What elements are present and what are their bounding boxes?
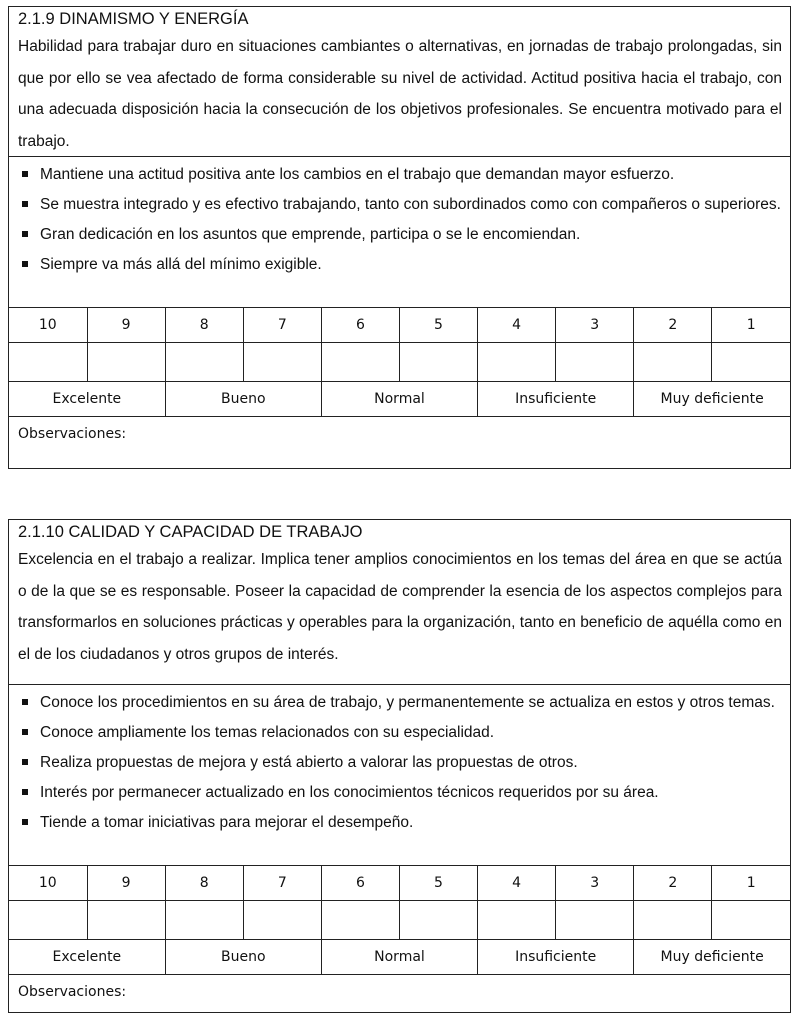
observations-field[interactable]: Observaciones: [18,984,127,1000]
bullet-square-icon [22,699,28,705]
section-title: 2.1.10 CALIDAD Y CAPACIDAD DE TRABAJO [18,523,363,541]
bullet-square-icon [22,759,28,765]
mark-box[interactable] [243,901,321,940]
score-cell: 10 [9,866,87,901]
competency-block-dinamismo [8,6,791,469]
mark-box[interactable] [478,343,556,382]
score-cell: 6 [321,866,399,901]
behavior-list [9,685,790,865]
score-cell: 4 [478,308,556,343]
mark-box[interactable] [243,343,321,382]
mark-box[interactable] [87,901,165,940]
score-cell: 1 [712,308,790,343]
section-description: Habilidad para trabajar duro en situaciones cambiantes o alternativas, en jornadas de trabajo prolongadas, sin que por ello se vea afectado de forma considerable su nivel de actividad. Actitud positiva hacia el trabajo, con una adecuada disposición hacia la consecución de los objetivos profesionales. Se encuentra motivado para el trabajo. [18,38,782,150]
section-title: 2.1.9 DINAMISMO Y ENERGÍA [18,10,249,28]
score-cell: 6 [321,308,399,343]
score-cell: 3 [556,866,634,901]
mark-box[interactable] [634,343,712,382]
mark-box[interactable] [165,343,243,382]
score-cell: 5 [399,308,477,343]
bullet-square-icon [22,819,28,825]
competency-block-calidad [8,519,791,1013]
mark-box[interactable] [556,343,634,382]
mark-box[interactable] [478,901,556,940]
rating-label: Muy deficiente [634,382,790,417]
rating-label: Normal [321,940,477,975]
rating-label: Muy deficiente [634,940,790,975]
mark-box[interactable] [399,901,477,940]
description-panel [9,7,790,157]
mark-box[interactable] [165,901,243,940]
list-item: Gran dedicación en los asuntos que emprende, participa o se le encomiendan. [18,225,782,244]
mark-box[interactable] [87,343,165,382]
bullet-square-icon [22,789,28,795]
behavior-list [9,157,790,307]
rating-label: Normal [321,382,477,417]
mark-box[interactable] [9,343,87,382]
score-cell: 5 [399,866,477,901]
mark-box[interactable] [556,901,634,940]
list-item: Se muestra integrado y es efectivo trabajando, tanto con subordinados como con compañeros o superiores. [18,195,782,214]
rating-label-row [9,382,790,417]
list-item: Interés por permanecer actualizado en los conocimientos técnicos requeridos por su área. [18,783,782,802]
score-cell: 10 [9,308,87,343]
score-header-row [9,308,790,343]
score-cell: 8 [165,866,243,901]
score-cell: 1 [712,866,790,901]
list-item: Realiza propuestas de mejora y está abierto a valorar las propuestas de otros. [18,753,782,772]
mark-box[interactable] [712,343,790,382]
rating-label: Excelente [9,382,165,417]
mark-box[interactable] [399,343,477,382]
list-item: Conoce ampliamente los temas relacionados con su especialidad. [18,723,782,742]
score-header-row [9,866,790,901]
bullet-square-icon [22,201,28,207]
rating-label: Bueno [165,382,321,417]
mark-box[interactable] [321,901,399,940]
bullet-square-icon [22,729,28,735]
mark-box[interactable] [634,901,712,940]
score-cell: 7 [243,308,321,343]
rating-label: Bueno [165,940,321,975]
description-panel [9,520,790,685]
section-description: Excelencia en el trabajo a realizar. Implica tener amplios conocimientos en los temas del área en que se actúa o de la que se es responsable. Poseer la capacidad de comprender la esencia de los aspectos complejos para transformarlos en soluciones prácticas y operables para la organización, tanto en beneficio de aquélla como en el de los ciudadanos y otros grupos de interés. [18,551,782,663]
bullet-square-icon [22,261,28,267]
list-item: Siempre va más allá del mínimo exigible. [18,255,782,274]
score-cell: 8 [165,308,243,343]
list-item: Mantiene una actitud positiva ante los cambios en el trabajo que demandan mayor esfuerzo. [18,165,782,184]
score-cell: 9 [87,866,165,901]
score-cell: 2 [634,308,712,343]
mark-box[interactable] [321,343,399,382]
rating-grid [9,865,790,975]
rating-label-row [9,940,790,975]
list-item: Conoce los procedimientos en su área de trabajo, y permanentemente se actualiza en estos y otros temas. [18,693,782,712]
rating-label: Insuficiente [478,940,634,975]
score-cell: 7 [243,866,321,901]
rating-grid [9,307,790,417]
mark-box[interactable] [9,901,87,940]
score-mark-row [9,901,790,940]
rating-label: Excelente [9,940,165,975]
bullet-square-icon [22,231,28,237]
score-mark-row [9,343,790,382]
observations-field[interactable]: Observaciones: [18,426,127,442]
list-item: Tiende a tomar iniciativas para mejorar el desempeño. [18,813,782,832]
bullet-square-icon [22,171,28,177]
rating-label: Insuficiente [478,382,634,417]
score-cell: 9 [87,308,165,343]
mark-box[interactable] [712,901,790,940]
score-cell: 3 [556,308,634,343]
score-cell: 4 [478,866,556,901]
score-cell: 2 [634,866,712,901]
